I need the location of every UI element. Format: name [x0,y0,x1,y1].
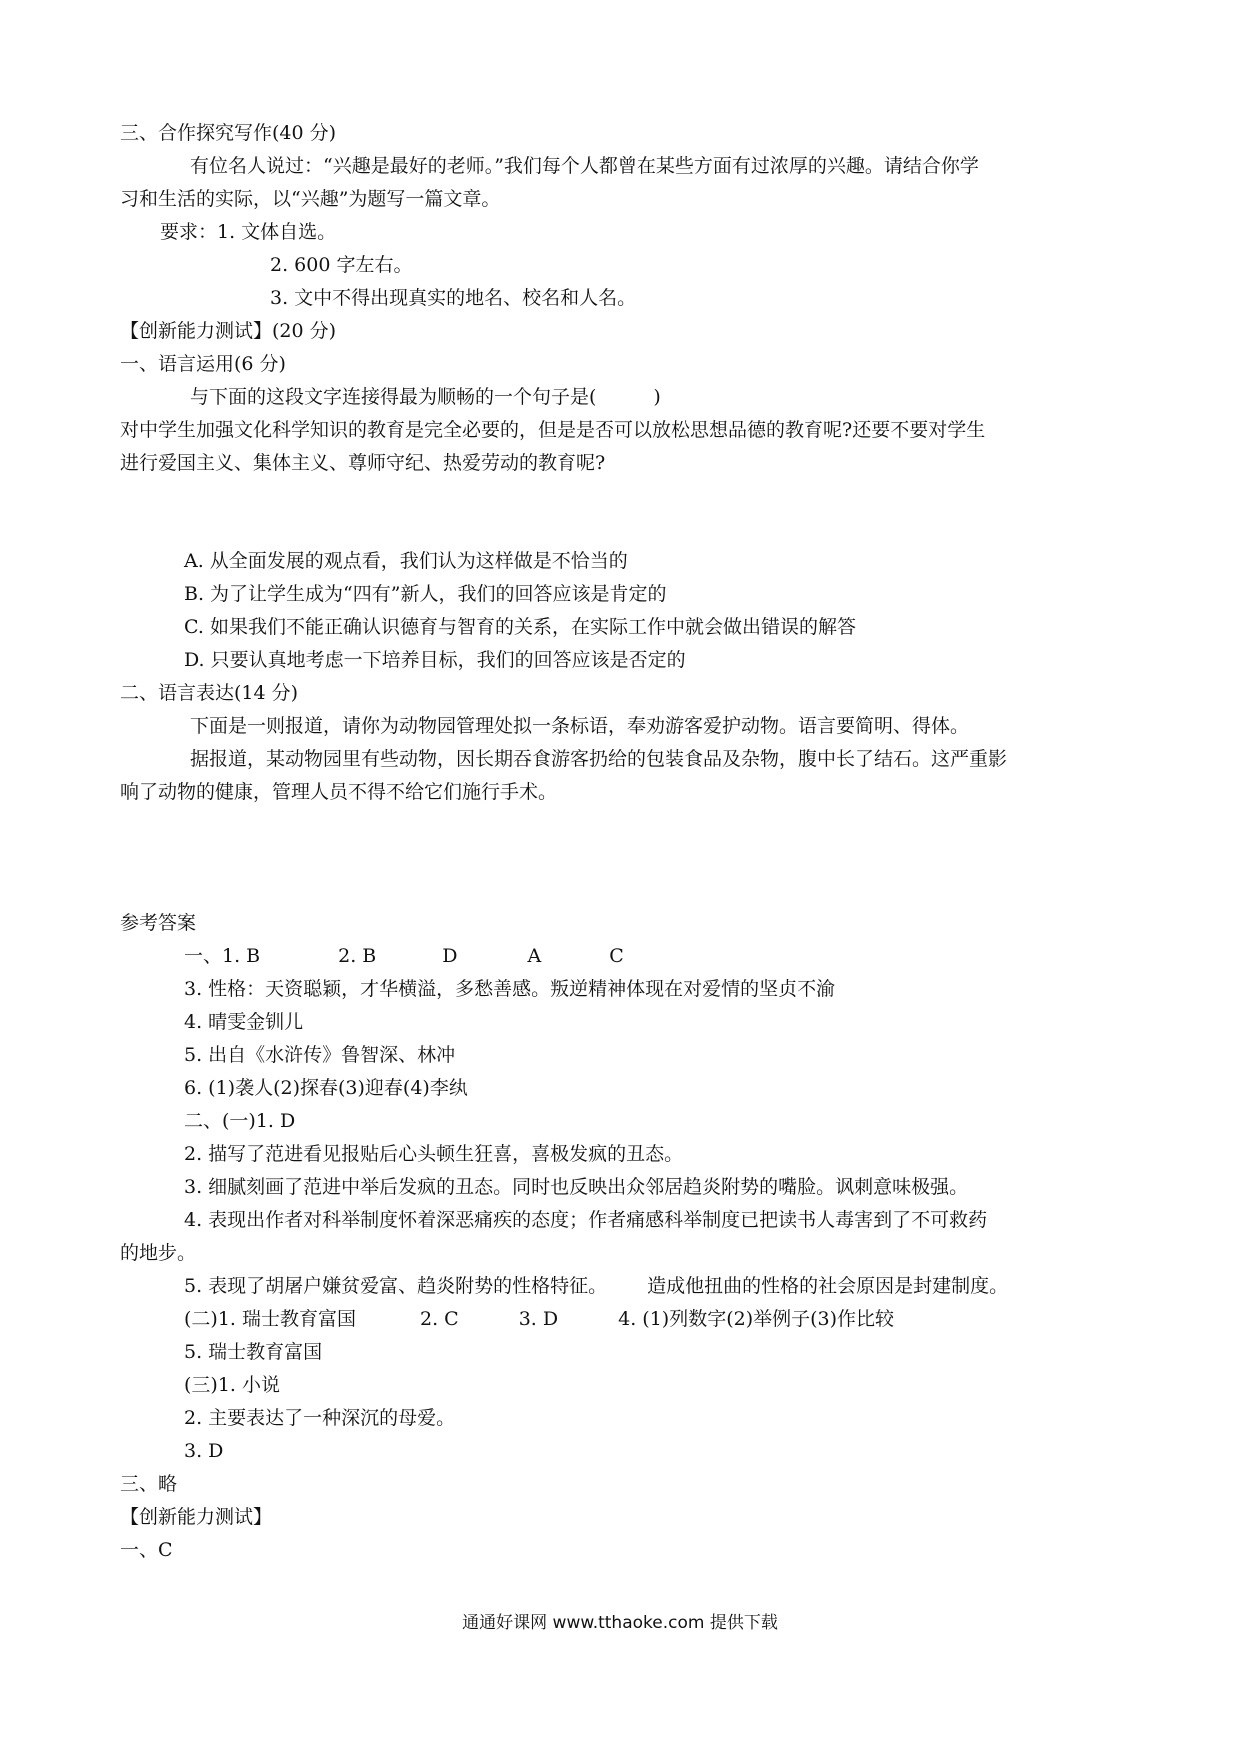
section3-requirement-2: 2. 600 字左右。 [270,254,413,276]
option-a: A. 从全面发展的观点看，我们认为这样做是不恰当的 [184,550,628,572]
option-b: B. 为了让学生成为“四有”新人，我们的回答应该是肯定的 [184,583,667,605]
answer-6: 6. (1)袭人(2)探春(3)迎春(4)李纨 [184,1077,468,1099]
innovation-part1-question: 与下面的这段文字连接得最为顺畅的一个句子是( ) [190,386,661,408]
innovation-part2-report-line2: 响了动物的健康，管理人员不得不给它们施行手术。 [120,781,558,803]
answer-5: 5. 出自《水浒传》鲁智深、林冲 [184,1044,456,1066]
answer-2-3-1: (三)1. 小说 [184,1374,280,1396]
answer-1-2: 2. B [338,945,377,967]
answer-innovation-1: 一、C [120,1539,173,1561]
answer-2-5-part2: 造成他扭曲的性格的社会原因是封建制度。 [647,1275,1009,1297]
answer-1-5: C [609,945,624,967]
section3-requirement-3: 3. 文中不得出现真实的地名、校名和人名。 [270,287,637,309]
innovation-part2-title: 二、语言表达(14 分) [120,682,299,704]
innovation-part1-title: 一、语言运用(6 分) [120,353,286,375]
answer-2-5 [184,1273,1008,1299]
option-c: C. 如果我们不能正确认识德育与智育的关系，在实际工作中就会做出错误的解答 [184,616,856,638]
answer-line-1 [184,943,624,969]
answer-2-1: 二、(一)1. D [184,1110,296,1132]
section3-title: 三、合作探究写作(40 分) [120,122,337,144]
answer-2-2-3: 3. D [518,1308,559,1330]
answer-2-2-4: 4. (1)列数字(2)举例子(3)作比较 [618,1308,895,1330]
section3-prompt-line2: 习和生活的实际，以“兴趣”为题写一篇文章。 [120,188,501,210]
answer-3: 3. 性格：天资聪颖，才华横溢，多愁善感。叛逆精神体现在对爱情的坚贞不渝 [184,978,836,1000]
answer-1-4: A [527,945,542,967]
section3-prompt-line1: 有位名人说过：“兴趣是最好的老师。”我们每个人都曾在某些方面有过浓厚的兴趣。请结合你学 [190,155,979,177]
answer-2-2: 2. 描写了范进看见报贴后心头顿生狂喜，喜极发疯的丑态。 [184,1143,684,1165]
footer-source: 通通好课网 www.tthaoke.com 提供下载 [462,1613,778,1633]
answer-2-5-part1: 5. 表现了胡屠户嫌贫爱富、趋炎附势的性格特征。 [184,1275,608,1297]
innovation-part1-passage-line2: 进行爱国主义、集体主义、尊师守纪、热爱劳动的教育呢? [120,452,606,474]
innovation-part1-passage-line1: 对中学生加强文化科学知识的教育是完全必要的，但是是否可以放松思想品德的教育呢?还要不要对学生 [120,419,986,441]
answer-2-2-5: 5. 瑞士教育富国 [184,1341,323,1363]
answer-2-3-2: 2. 主要表达了一种深沉的母爱。 [184,1407,456,1429]
answer-3-skip: 三、略 [120,1473,178,1495]
option-d: D. 只要认真地考虑一下培养目标，我们的回答应该是否定的 [184,649,686,671]
answer-4: 4. 晴雯金钏儿 [184,1011,304,1033]
answer-1-1: 一、1. B [184,945,261,967]
innovation-test-title: 【创新能力测试】(20 分) [120,320,337,342]
answer-2-2-1: (二)1. 瑞士教育富国 [184,1308,356,1330]
answer-2-4-line1: 4. 表现出作者对科举制度怀着深恶痛疾的态度；作者痛感科举制度已把读书人毒害到了不可救药 [184,1209,988,1231]
section3-requirement-1: 要求：1. 文体自选。 [160,221,337,243]
answer-innovation-title: 【创新能力测试】 [120,1506,273,1528]
answer-1-3: D [442,945,458,967]
answer-2-4-line2: 的地步。 [120,1242,197,1264]
innovation-part2-report-line1: 据报道，某动物园里有些动物，因长期吞食游客扔给的包装食品及杂物，腹中长了结石。这严重影 [190,748,1008,770]
answers-title: 参考答案 [120,912,197,934]
answer-2-3-3: 3. D [184,1440,224,1462]
innovation-part2-prompt: 下面是一则报道，请你为动物园管理处拟一条标语，奉劝游客爱护动物。语言要简明、得体。 [190,715,970,737]
answer-2-2-2: 2. C [420,1308,459,1330]
answer-2-second-line [184,1306,894,1332]
answer-2-3: 3. 细腻刻画了范进中举后发疯的丑态。同时也反映出众邻居趋炎附势的嘴脸。讽刺意味极强。 [184,1176,969,1198]
